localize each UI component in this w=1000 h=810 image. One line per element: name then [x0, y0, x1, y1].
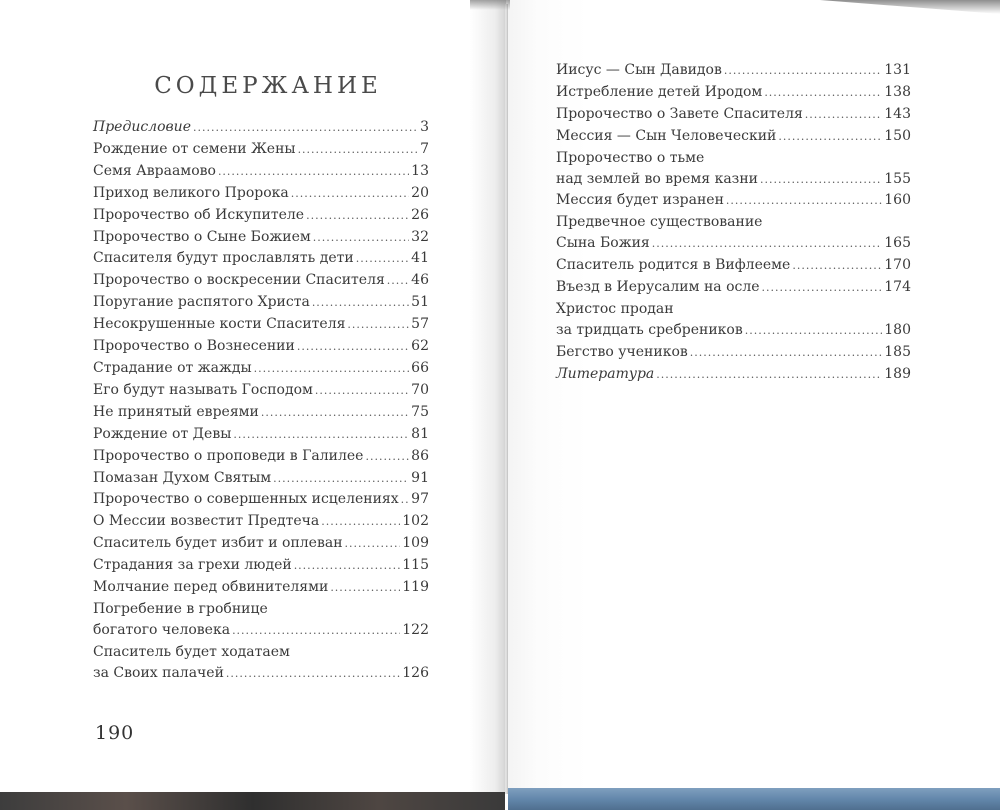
toc-list-left — [93, 117, 429, 685]
dot-leader — [261, 403, 409, 424]
toc-entry-title: Рождение от семени Жены — [93, 140, 296, 157]
toc-entry — [93, 380, 429, 402]
toc-entry-title-line1: Христос продан — [556, 300, 674, 317]
dot-leader — [254, 359, 410, 380]
dot-leader — [291, 184, 409, 205]
toc-entry-page: 91 — [411, 469, 429, 486]
toc-entry-title: Пророчество о Завете Спасителя — [556, 105, 803, 122]
toc-entry — [556, 255, 911, 277]
toc-entry-row — [556, 190, 911, 212]
toc-entry-title: Несокрушенные кости Спасителя — [93, 316, 346, 333]
toc-entry — [93, 336, 429, 358]
top-shadow — [470, 0, 510, 10]
toc-entry — [556, 104, 911, 126]
toc-entry-page: 170 — [884, 257, 911, 274]
toc-entry-row — [93, 663, 429, 685]
dot-leader — [805, 105, 882, 126]
dot-leader — [656, 365, 882, 386]
toc-entry — [556, 299, 911, 342]
toc-entry-row — [93, 117, 429, 139]
toc-entry-row — [556, 364, 911, 386]
dot-leader — [312, 293, 409, 314]
toc-entry-page: 138 — [884, 83, 911, 100]
toc-entry-row — [556, 342, 911, 364]
toc-entry — [556, 60, 911, 82]
toc-entry-page: 75 — [411, 403, 429, 420]
toc-entry-page: 143 — [884, 105, 911, 122]
dot-leader — [313, 228, 409, 249]
dot-leader — [745, 321, 883, 342]
toc-entry-row — [93, 424, 429, 446]
toc-entry-title: Пророчество о Сыне Божием — [93, 228, 311, 245]
toc-entry-title: Мессия — Сын Человеческий — [556, 127, 777, 144]
toc-entry-row — [93, 270, 429, 292]
toc-entry-title-line1: Погребение в гробнице — [93, 600, 268, 617]
dot-leader — [306, 206, 409, 227]
toc-entry-page: 81 — [411, 425, 429, 442]
toc-entry-title: над землей во время казни — [556, 170, 758, 187]
dot-leader — [330, 578, 400, 599]
toc-entry-page: 155 — [884, 170, 911, 187]
toc-entry-title: Не принятый евреями — [93, 403, 259, 420]
dot-leader — [315, 381, 409, 402]
toc-entry-title: Спасителя будут прославлять дети — [93, 250, 354, 267]
toc-entry-title: Страдание от жажды — [93, 359, 252, 376]
toc-entry-page: 174 — [884, 279, 911, 296]
toc-entry — [93, 599, 429, 642]
toc-entry-row — [93, 511, 429, 533]
toc-entry-row — [556, 104, 911, 126]
toc-entry-title: Предисловие — [93, 119, 191, 135]
toc-entry-row — [556, 255, 911, 277]
toc-entry-row — [93, 292, 429, 314]
toc-entry-page: 3 — [420, 119, 429, 135]
toc-entry-page: 7 — [420, 140, 429, 157]
toc-entry — [93, 314, 429, 336]
toc-entry-title-line1: Предвечное существование — [556, 214, 763, 231]
toc-entry-title: Помазан Духом Святым — [93, 469, 272, 486]
toc-entry-page: 26 — [411, 206, 429, 223]
dot-leader — [298, 140, 419, 161]
toc-entry-page: 160 — [884, 192, 911, 209]
dot-leader — [232, 621, 400, 642]
toc-entry-title: богатого человека — [93, 621, 231, 638]
toc-entry-title: Мессия будет изранен — [556, 192, 724, 209]
toc-entry-page: 109 — [402, 535, 429, 552]
toc-entry-row — [93, 468, 429, 490]
toc-entry-title: Иисус — Сын Давидов — [556, 62, 722, 78]
toc-entry-title: Его будут называть Господом — [93, 381, 313, 398]
toc-entry-row — [93, 402, 429, 424]
toc-entry-page: 189 — [884, 365, 911, 382]
toc-entry — [93, 248, 429, 270]
book-cover-edge — [508, 788, 1000, 810]
dot-leader — [193, 118, 418, 139]
toc-entry — [556, 190, 911, 212]
toc-entry-page: 66 — [411, 359, 429, 376]
toc-entry-page: 131 — [884, 62, 911, 78]
toc-entry-row — [93, 446, 429, 468]
toc-entry-page: 51 — [411, 294, 429, 311]
dot-leader — [387, 271, 409, 292]
toc-entry-row — [93, 248, 429, 270]
toc-entry-page: 20 — [411, 184, 429, 201]
toc-entry-title: Пророчество о Вознесении — [93, 338, 295, 355]
toc-entry-row — [93, 380, 429, 402]
toc-entry — [93, 402, 429, 424]
toc-entry-title: за Своих палачей — [93, 664, 224, 681]
toc-entry-title: Рождение от Девы — [93, 425, 232, 442]
toc-entry-page: 57 — [411, 316, 429, 333]
toc-entry-page: 46 — [411, 272, 429, 289]
toc-entry-row — [556, 320, 911, 342]
toc-entry-title: Литература — [556, 365, 655, 382]
toc-entry — [556, 212, 911, 255]
dot-leader — [226, 664, 400, 685]
dot-leader — [724, 61, 882, 82]
toc-entry-page: 32 — [411, 228, 429, 245]
toc-entry — [93, 161, 429, 183]
toc-entry-page: 180 — [884, 321, 911, 338]
toc-entry-row — [556, 233, 911, 255]
toc-list-right — [556, 60, 911, 386]
dot-leader — [365, 447, 409, 468]
toc-entry-title: Пророчество о проповеди в Галилее — [93, 447, 364, 464]
page-number: 190 — [95, 722, 135, 744]
dot-leader — [690, 343, 883, 364]
toc-entry-page: 97 — [411, 491, 429, 508]
dot-leader — [233, 425, 409, 446]
toc-entry-row — [93, 161, 429, 183]
toc-entry-title: Поругание распятого Христа — [93, 294, 310, 311]
toc-entry-title-line1: Спаситель будет ходатаем — [93, 643, 290, 660]
toc-entry-row — [556, 82, 911, 104]
toc-entry-row — [93, 358, 429, 380]
toc-entry — [93, 292, 429, 314]
dot-leader — [294, 556, 401, 577]
toc-entry — [93, 642, 429, 685]
toc-entry — [93, 424, 429, 446]
toc-entry-title: Въезд в Иерусалим на осле — [556, 279, 760, 296]
toc-entry-row — [93, 489, 429, 511]
toc-entry-title: Пророчество об Искупителе — [93, 206, 305, 223]
dot-leader — [792, 256, 882, 277]
toc-entry-row — [93, 336, 429, 358]
toc-entry-title: О Мессии возвестит Предтеча — [93, 513, 320, 530]
toc-entry-page: 185 — [884, 343, 911, 360]
toc-entry-title: за тридцать сребреников — [556, 321, 743, 338]
dot-leader — [778, 127, 882, 148]
toc-entry — [93, 555, 429, 577]
toc-entry-title: Молчание перед обвинителями — [93, 579, 329, 596]
toc-entry-title: Страдания за грехи людей — [93, 557, 292, 574]
toc-entry-row — [93, 205, 429, 227]
toc-entry-row — [556, 169, 911, 191]
toc-entry — [556, 126, 911, 148]
toc-entry — [93, 468, 429, 490]
toc-entry — [93, 117, 429, 139]
dot-leader — [218, 162, 409, 183]
toc-entry-page: 86 — [411, 447, 429, 464]
toc-entry — [556, 277, 911, 299]
toc-entry — [93, 227, 429, 249]
toc-entry — [93, 358, 429, 380]
toc-entry-page: 165 — [884, 235, 911, 252]
dot-leader — [273, 469, 409, 490]
toc-entry — [93, 533, 429, 555]
toc-entry — [93, 270, 429, 292]
toc-entry — [93, 183, 429, 205]
toc-entry-title: Пророчество о воскресении Спасителя — [93, 272, 385, 289]
toc-entry-title-line1: Пророчество о тьме — [556, 149, 705, 166]
dot-leader — [345, 534, 401, 555]
toc-entry-row — [556, 126, 911, 148]
toc-entry-title: Истребление детей Иродом — [556, 83, 763, 100]
dot-leader — [760, 170, 882, 191]
toc-entry-title: Бегство учеников — [556, 343, 688, 360]
toc-entry — [93, 205, 429, 227]
toc-entry-row — [93, 227, 429, 249]
toc-entry-title: Приход великого Пророка — [93, 184, 289, 201]
toc-entry-page: 119 — [402, 579, 429, 596]
dot-leader — [297, 337, 409, 358]
toc-entry-row — [93, 555, 429, 577]
toc-entry-row — [93, 577, 429, 599]
toc-entry-page: 70 — [411, 381, 429, 398]
toc-entry-page: 62 — [411, 338, 429, 355]
toc-entry — [93, 577, 429, 599]
background-surface — [0, 792, 505, 810]
dot-leader — [764, 83, 882, 104]
toc-entry-page: 41 — [411, 250, 429, 267]
toc-entry-row — [93, 183, 429, 205]
book-spine — [504, 4, 508, 794]
toc-entry-row — [93, 620, 429, 642]
dot-leader — [726, 191, 882, 212]
toc-entry-title: Сына Божия — [556, 235, 650, 252]
gutter-shadow — [470, 0, 506, 792]
toc-entry — [93, 511, 429, 533]
toc-entry-page: 115 — [402, 557, 429, 574]
toc-entry — [556, 82, 911, 104]
toc-entry-page: 122 — [402, 621, 429, 638]
toc-entry — [556, 364, 911, 386]
toc-entry-row — [93, 139, 429, 161]
toc-entry-page: 150 — [884, 127, 911, 144]
dot-leader — [652, 234, 883, 255]
toc-entry-row — [556, 60, 911, 82]
toc-entry-title: Спаситель будет избит и оплеван — [93, 535, 343, 552]
toc-entry-page: 13 — [411, 162, 429, 179]
toc-entry — [93, 446, 429, 468]
dot-leader — [356, 249, 409, 270]
toc-entry-title: Спаситель родится в Вифлееме — [556, 257, 791, 274]
toc-entry — [93, 139, 429, 161]
dot-leader — [401, 490, 410, 511]
toc-entry-title: Пророчество о совершенных исцелениях — [93, 491, 399, 508]
toc-entry-row — [556, 277, 911, 299]
toc-entry — [556, 148, 911, 191]
page-title: СОДЕРЖАНИЕ — [154, 73, 382, 100]
toc-entry-title: Семя Авраамово — [93, 162, 216, 179]
toc-entry-row — [93, 533, 429, 555]
dot-leader — [762, 278, 883, 299]
dot-leader — [321, 512, 400, 533]
toc-entry-page: 102 — [402, 513, 429, 530]
toc-entry-page: 126 — [402, 664, 429, 681]
toc-entry — [93, 489, 429, 511]
toc-entry — [556, 342, 911, 364]
toc-entry-row — [93, 314, 429, 336]
dot-leader — [347, 315, 409, 336]
